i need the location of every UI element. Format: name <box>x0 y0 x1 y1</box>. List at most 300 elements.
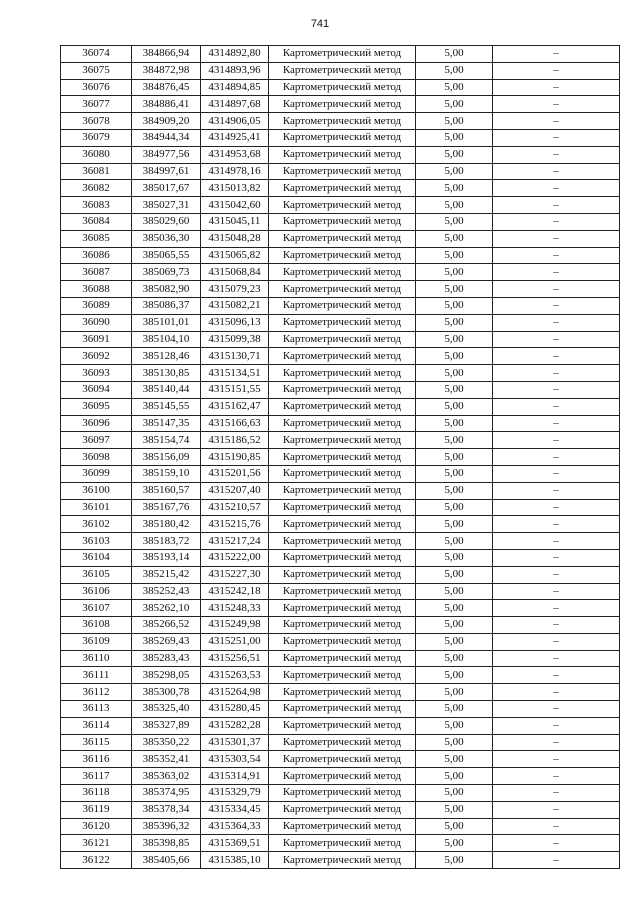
note-cell: – <box>493 113 620 130</box>
method-cell: Картометрический метод <box>269 113 416 130</box>
accuracy-cell: 5,00 <box>416 633 493 650</box>
y-coordinate-cell: 4315222,00 <box>201 549 269 566</box>
table-row <box>61 818 620 835</box>
method-cell: Картометрический метод <box>269 516 416 533</box>
y-coordinate-cell: 4315099,38 <box>201 331 269 348</box>
note-cell: – <box>493 297 620 314</box>
y-coordinate-cell: 4315264,98 <box>201 684 269 701</box>
note-cell: – <box>493 549 620 566</box>
table-row <box>61 734 620 751</box>
x-coordinate-cell: 385252,43 <box>132 583 201 600</box>
point-number-cell: 36098 <box>61 449 132 466</box>
method-cell: Картометрический метод <box>269 751 416 768</box>
note-cell: – <box>493 230 620 247</box>
method-cell: Картометрический метод <box>269 499 416 516</box>
x-coordinate-cell: 385298,05 <box>132 667 201 684</box>
method-cell: Картометрический метод <box>269 818 416 835</box>
accuracy-cell: 5,00 <box>416 79 493 96</box>
method-cell: Картометрический метод <box>269 331 416 348</box>
accuracy-cell: 5,00 <box>416 314 493 331</box>
method-cell: Картометрический метод <box>269 801 416 818</box>
note-cell: – <box>493 633 620 650</box>
table-row <box>61 281 620 298</box>
accuracy-cell: 5,00 <box>416 768 493 785</box>
method-cell: Картометрический метод <box>269 432 416 449</box>
method-cell: Картометрический метод <box>269 600 416 617</box>
table-row <box>61 852 620 869</box>
note-cell: – <box>493 482 620 499</box>
note-cell: – <box>493 701 620 718</box>
point-number-cell: 36109 <box>61 633 132 650</box>
note-cell: – <box>493 533 620 550</box>
y-coordinate-cell: 4315242,18 <box>201 583 269 600</box>
method-cell: Картометрический метод <box>269 180 416 197</box>
y-coordinate-cell: 4315201,56 <box>201 465 269 482</box>
point-number-cell: 36100 <box>61 482 132 499</box>
point-number-cell: 36086 <box>61 247 132 264</box>
accuracy-cell: 5,00 <box>416 381 493 398</box>
x-coordinate-cell: 385350,22 <box>132 734 201 751</box>
note-cell: – <box>493 247 620 264</box>
point-number-cell: 36104 <box>61 549 132 566</box>
table-row <box>61 297 620 314</box>
table-row <box>61 650 620 667</box>
point-number-cell: 36084 <box>61 213 132 230</box>
method-cell: Картометрический метод <box>269 465 416 482</box>
table-row <box>61 768 620 785</box>
point-number-cell: 36108 <box>61 617 132 634</box>
x-coordinate-cell: 385193,14 <box>132 549 201 566</box>
table-row <box>61 617 620 634</box>
note-cell: – <box>493 348 620 365</box>
note-cell: – <box>493 751 620 768</box>
accuracy-cell: 5,00 <box>416 667 493 684</box>
table-row <box>61 432 620 449</box>
method-cell: Картометрический метод <box>269 79 416 96</box>
table-row <box>61 314 620 331</box>
method-cell: Картометрический метод <box>269 449 416 466</box>
x-coordinate-cell: 385017,67 <box>132 180 201 197</box>
x-coordinate-cell: 385082,90 <box>132 281 201 298</box>
point-number-cell: 36121 <box>61 835 132 852</box>
y-coordinate-cell: 4314925,41 <box>201 129 269 146</box>
table-row <box>61 415 620 432</box>
point-number-cell: 36111 <box>61 667 132 684</box>
x-coordinate-cell: 384977,56 <box>132 146 201 163</box>
accuracy-cell: 5,00 <box>416 230 493 247</box>
note-cell: – <box>493 583 620 600</box>
y-coordinate-cell: 4315301,37 <box>201 734 269 751</box>
method-cell: Картометрический метод <box>269 96 416 113</box>
method-cell: Картометрический метод <box>269 247 416 264</box>
point-number-cell: 36122 <box>61 852 132 869</box>
y-coordinate-cell: 4315280,45 <box>201 701 269 718</box>
accuracy-cell: 5,00 <box>416 415 493 432</box>
note-cell: – <box>493 264 620 281</box>
table-row <box>61 583 620 600</box>
x-coordinate-cell: 385104,10 <box>132 331 201 348</box>
y-coordinate-cell: 4315217,24 <box>201 533 269 550</box>
note-cell: – <box>493 146 620 163</box>
point-number-cell: 36105 <box>61 566 132 583</box>
y-coordinate-cell: 4315215,76 <box>201 516 269 533</box>
accuracy-cell: 5,00 <box>416 852 493 869</box>
x-coordinate-cell: 385160,57 <box>132 482 201 499</box>
x-coordinate-cell: 385327,89 <box>132 717 201 734</box>
y-coordinate-cell: 4315369,51 <box>201 835 269 852</box>
accuracy-cell: 5,00 <box>416 818 493 835</box>
accuracy-cell: 5,00 <box>416 197 493 214</box>
point-number-cell: 36101 <box>61 499 132 516</box>
note-cell: – <box>493 465 620 482</box>
point-number-cell: 36110 <box>61 650 132 667</box>
table-row <box>61 465 620 482</box>
table-row <box>61 801 620 818</box>
table-row <box>61 566 620 583</box>
x-coordinate-cell: 385140,44 <box>132 381 201 398</box>
method-cell: Картометрический метод <box>269 365 416 382</box>
method-cell: Картометрический метод <box>269 62 416 79</box>
method-cell: Картометрический метод <box>269 348 416 365</box>
note-cell: – <box>493 314 620 331</box>
accuracy-cell: 5,00 <box>416 835 493 852</box>
x-coordinate-cell: 385283,43 <box>132 650 201 667</box>
y-coordinate-cell: 4315151,55 <box>201 381 269 398</box>
y-coordinate-cell: 4314892,80 <box>201 46 269 63</box>
accuracy-cell: 5,00 <box>416 297 493 314</box>
point-number-cell: 36081 <box>61 163 132 180</box>
y-coordinate-cell: 4315082,21 <box>201 297 269 314</box>
note-cell: – <box>493 398 620 415</box>
accuracy-cell: 5,00 <box>416 650 493 667</box>
point-number-cell: 36078 <box>61 113 132 130</box>
y-coordinate-cell: 4315329,79 <box>201 785 269 802</box>
accuracy-cell: 5,00 <box>416 600 493 617</box>
accuracy-cell: 5,00 <box>416 348 493 365</box>
x-coordinate-cell: 385180,42 <box>132 516 201 533</box>
table-row <box>61 701 620 718</box>
method-cell: Картометрический метод <box>269 566 416 583</box>
point-number-cell: 36119 <box>61 801 132 818</box>
accuracy-cell: 5,00 <box>416 432 493 449</box>
point-number-cell: 36085 <box>61 230 132 247</box>
note-cell: – <box>493 79 620 96</box>
method-cell: Картометрический метод <box>269 46 416 63</box>
table-row <box>61 684 620 701</box>
method-cell: Картометрический метод <box>269 549 416 566</box>
table-row <box>61 79 620 96</box>
x-coordinate-cell: 385101,01 <box>132 314 201 331</box>
table-row <box>61 600 620 617</box>
point-number-cell: 36102 <box>61 516 132 533</box>
x-coordinate-cell: 385167,76 <box>132 499 201 516</box>
x-coordinate-cell: 385128,46 <box>132 348 201 365</box>
table-row <box>61 549 620 566</box>
y-coordinate-cell: 4315045,11 <box>201 213 269 230</box>
x-coordinate-cell: 385065,55 <box>132 247 201 264</box>
x-coordinate-cell: 385363,02 <box>132 768 201 785</box>
point-number-cell: 36091 <box>61 331 132 348</box>
y-coordinate-cell: 4315334,45 <box>201 801 269 818</box>
y-coordinate-cell: 4315048,28 <box>201 230 269 247</box>
accuracy-cell: 5,00 <box>416 734 493 751</box>
point-number-cell: 36079 <box>61 129 132 146</box>
y-coordinate-cell: 4315248,33 <box>201 600 269 617</box>
method-cell: Картометрический метод <box>269 617 416 634</box>
y-coordinate-cell: 4315190,85 <box>201 449 269 466</box>
table-row <box>61 197 620 214</box>
table-row <box>61 751 620 768</box>
note-cell: – <box>493 62 620 79</box>
x-coordinate-cell: 385269,43 <box>132 633 201 650</box>
point-number-cell: 36089 <box>61 297 132 314</box>
point-number-cell: 36087 <box>61 264 132 281</box>
y-coordinate-cell: 4314978,16 <box>201 163 269 180</box>
method-cell: Картометрический метод <box>269 482 416 499</box>
table-row <box>61 785 620 802</box>
table-row <box>61 331 620 348</box>
x-coordinate-cell: 384886,41 <box>132 96 201 113</box>
note-cell: – <box>493 180 620 197</box>
y-coordinate-cell: 4315227,30 <box>201 566 269 583</box>
accuracy-cell: 5,00 <box>416 449 493 466</box>
method-cell: Картометрический метод <box>269 785 416 802</box>
note-cell: – <box>493 281 620 298</box>
note-cell: – <box>493 197 620 214</box>
accuracy-cell: 5,00 <box>416 499 493 516</box>
y-coordinate-cell: 4315162,47 <box>201 398 269 415</box>
accuracy-cell: 5,00 <box>416 583 493 600</box>
x-coordinate-cell: 384872,98 <box>132 62 201 79</box>
point-number-cell: 36094 <box>61 381 132 398</box>
method-cell: Картометрический метод <box>269 701 416 718</box>
table-row <box>61 667 620 684</box>
table-row <box>61 163 620 180</box>
y-coordinate-cell: 4315251,00 <box>201 633 269 650</box>
point-number-cell: 36092 <box>61 348 132 365</box>
accuracy-cell: 5,00 <box>416 482 493 499</box>
point-number-cell: 36106 <box>61 583 132 600</box>
table-row <box>61 113 620 130</box>
method-cell: Картометрический метод <box>269 633 416 650</box>
x-coordinate-cell: 385300,78 <box>132 684 201 701</box>
accuracy-cell: 5,00 <box>416 549 493 566</box>
y-coordinate-cell: 4315385,10 <box>201 852 269 869</box>
y-coordinate-cell: 4315065,82 <box>201 247 269 264</box>
point-number-cell: 36097 <box>61 432 132 449</box>
x-coordinate-cell: 384909,20 <box>132 113 201 130</box>
method-cell: Картометрический метод <box>269 314 416 331</box>
note-cell: – <box>493 213 620 230</box>
point-number-cell: 36113 <box>61 701 132 718</box>
note-cell: – <box>493 835 620 852</box>
point-number-cell: 36075 <box>61 62 132 79</box>
x-coordinate-cell: 384997,61 <box>132 163 201 180</box>
table-row <box>61 633 620 650</box>
table-row <box>61 247 620 264</box>
table-row <box>61 213 620 230</box>
note-cell: – <box>493 365 620 382</box>
x-coordinate-cell: 385325,40 <box>132 701 201 718</box>
x-coordinate-cell: 385215,42 <box>132 566 201 583</box>
x-coordinate-cell: 385183,72 <box>132 533 201 550</box>
note-cell: – <box>493 415 620 432</box>
table-row <box>61 835 620 852</box>
point-number-cell: 36090 <box>61 314 132 331</box>
accuracy-cell: 5,00 <box>416 617 493 634</box>
point-number-cell: 36099 <box>61 465 132 482</box>
note-cell: – <box>493 818 620 835</box>
accuracy-cell: 5,00 <box>416 398 493 415</box>
table-row <box>61 146 620 163</box>
note-cell: – <box>493 163 620 180</box>
method-cell: Картометрический метод <box>269 768 416 785</box>
y-coordinate-cell: 4315079,23 <box>201 281 269 298</box>
method-cell: Картометрический метод <box>269 583 416 600</box>
y-coordinate-cell: 4314893,96 <box>201 62 269 79</box>
point-number-cell: 36096 <box>61 415 132 432</box>
method-cell: Картометрический метод <box>269 717 416 734</box>
method-cell: Картометрический метод <box>269 264 416 281</box>
x-coordinate-cell: 385069,73 <box>132 264 201 281</box>
table-row <box>61 398 620 415</box>
x-coordinate-cell: 384876,45 <box>132 79 201 96</box>
point-number-cell: 36107 <box>61 600 132 617</box>
x-coordinate-cell: 385156,09 <box>132 449 201 466</box>
y-coordinate-cell: 4315068,84 <box>201 264 269 281</box>
y-coordinate-cell: 4315166,63 <box>201 415 269 432</box>
note-cell: – <box>493 667 620 684</box>
note-cell: – <box>493 449 620 466</box>
table-row <box>61 717 620 734</box>
point-number-cell: 36118 <box>61 785 132 802</box>
table-row <box>61 381 620 398</box>
accuracy-cell: 5,00 <box>416 684 493 701</box>
coordinates-table <box>60 45 620 869</box>
note-cell: – <box>493 516 620 533</box>
point-number-cell: 36082 <box>61 180 132 197</box>
method-cell: Картометрический метод <box>269 852 416 869</box>
table-row <box>61 449 620 466</box>
y-coordinate-cell: 4314906,05 <box>201 113 269 130</box>
note-cell: – <box>493 684 620 701</box>
method-cell: Картометрический метод <box>269 533 416 550</box>
x-coordinate-cell: 385036,30 <box>132 230 201 247</box>
y-coordinate-cell: 4314953,68 <box>201 146 269 163</box>
method-cell: Картометрический метод <box>269 230 416 247</box>
point-number-cell: 36093 <box>61 365 132 382</box>
table-row <box>61 516 620 533</box>
table-row <box>61 129 620 146</box>
note-cell: – <box>493 46 620 63</box>
accuracy-cell: 5,00 <box>416 180 493 197</box>
table-row <box>61 230 620 247</box>
x-coordinate-cell: 385145,55 <box>132 398 201 415</box>
y-coordinate-cell: 4315256,51 <box>201 650 269 667</box>
accuracy-cell: 5,00 <box>416 264 493 281</box>
note-cell: – <box>493 381 620 398</box>
method-cell: Картометрический метод <box>269 650 416 667</box>
note-cell: – <box>493 717 620 734</box>
method-cell: Картометрический метод <box>269 146 416 163</box>
accuracy-cell: 5,00 <box>416 163 493 180</box>
point-number-cell: 36083 <box>61 197 132 214</box>
x-coordinate-cell: 385398,85 <box>132 835 201 852</box>
x-coordinate-cell: 385029,60 <box>132 213 201 230</box>
note-cell: – <box>493 331 620 348</box>
table-row <box>61 348 620 365</box>
method-cell: Картометрический метод <box>269 297 416 314</box>
note-cell: – <box>493 768 620 785</box>
y-coordinate-cell: 4315134,51 <box>201 365 269 382</box>
table-row <box>61 365 620 382</box>
accuracy-cell: 5,00 <box>416 247 493 264</box>
table-row <box>61 482 620 499</box>
method-cell: Картометрический метод <box>269 197 416 214</box>
table-row <box>61 533 620 550</box>
table-row <box>61 46 620 63</box>
point-number-cell: 36076 <box>61 79 132 96</box>
y-coordinate-cell: 4315263,53 <box>201 667 269 684</box>
table-row <box>61 264 620 281</box>
note-cell: – <box>493 650 620 667</box>
x-coordinate-cell: 384866,94 <box>132 46 201 63</box>
method-cell: Картометрический метод <box>269 667 416 684</box>
accuracy-cell: 5,00 <box>416 566 493 583</box>
note-cell: – <box>493 129 620 146</box>
table-body <box>61 46 620 869</box>
x-coordinate-cell: 385405,66 <box>132 852 201 869</box>
point-number-cell: 36103 <box>61 533 132 550</box>
x-coordinate-cell: 385352,41 <box>132 751 201 768</box>
note-cell: – <box>493 600 620 617</box>
point-number-cell: 36117 <box>61 768 132 785</box>
accuracy-cell: 5,00 <box>416 801 493 818</box>
y-coordinate-cell: 4315282,28 <box>201 717 269 734</box>
table-row <box>61 62 620 79</box>
accuracy-cell: 5,00 <box>416 533 493 550</box>
x-coordinate-cell: 385262,10 <box>132 600 201 617</box>
method-cell: Картометрический метод <box>269 835 416 852</box>
point-number-cell: 36112 <box>61 684 132 701</box>
method-cell: Картометрический метод <box>269 398 416 415</box>
y-coordinate-cell: 4315364,33 <box>201 818 269 835</box>
y-coordinate-cell: 4314897,68 <box>201 96 269 113</box>
accuracy-cell: 5,00 <box>416 281 493 298</box>
point-number-cell: 36115 <box>61 734 132 751</box>
x-coordinate-cell: 384944,34 <box>132 129 201 146</box>
accuracy-cell: 5,00 <box>416 785 493 802</box>
method-cell: Картометрический метод <box>269 163 416 180</box>
y-coordinate-cell: 4315249,98 <box>201 617 269 634</box>
method-cell: Картометрический метод <box>269 129 416 146</box>
point-number-cell: 36120 <box>61 818 132 835</box>
table-row <box>61 96 620 113</box>
note-cell: – <box>493 432 620 449</box>
accuracy-cell: 5,00 <box>416 717 493 734</box>
y-coordinate-cell: 4315210,57 <box>201 499 269 516</box>
note-cell: – <box>493 96 620 113</box>
accuracy-cell: 5,00 <box>416 751 493 768</box>
note-cell: – <box>493 734 620 751</box>
x-coordinate-cell: 385154,74 <box>132 432 201 449</box>
note-cell: – <box>493 617 620 634</box>
y-coordinate-cell: 4315207,40 <box>201 482 269 499</box>
x-coordinate-cell: 385130,85 <box>132 365 201 382</box>
accuracy-cell: 5,00 <box>416 146 493 163</box>
note-cell: – <box>493 566 620 583</box>
y-coordinate-cell: 4315303,54 <box>201 751 269 768</box>
